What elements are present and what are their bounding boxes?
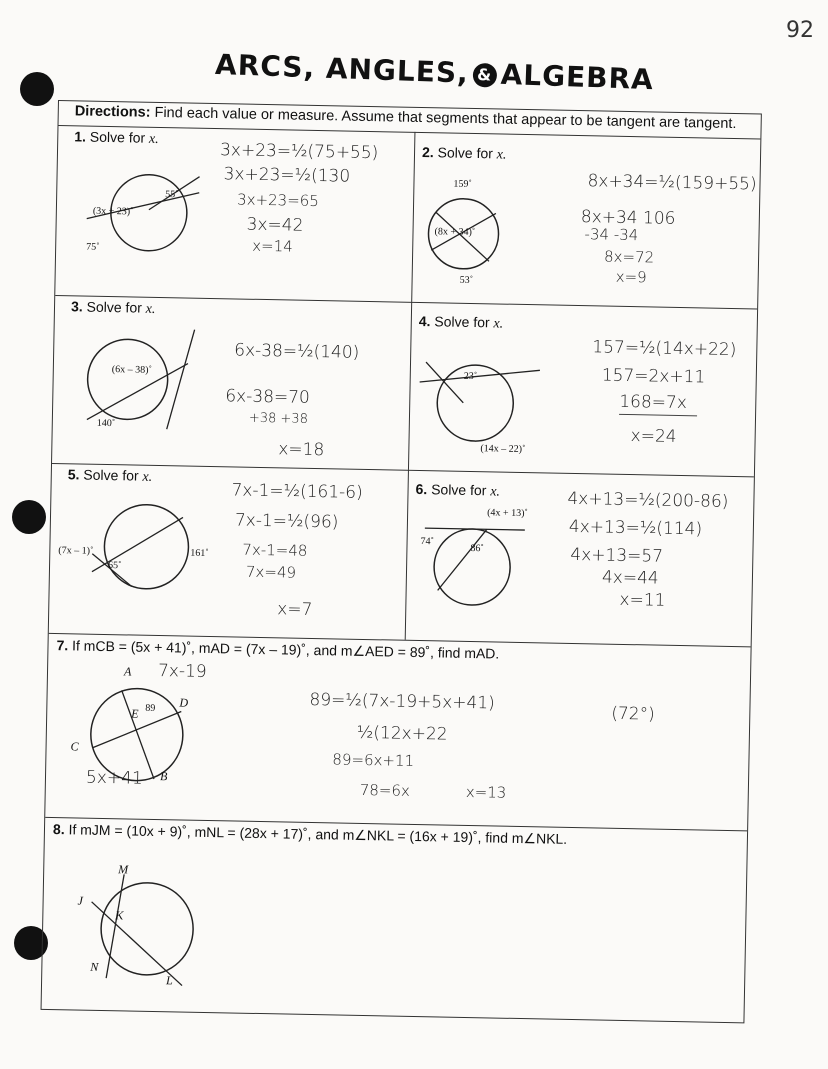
problem-1-label-arc-75: 75˚ (86, 241, 100, 253)
problem-3-work-1: 6x-38=½(140) (234, 340, 360, 363)
problem-7-work-3: ½(12x+22 (356, 722, 448, 745)
problem-1-work-5: x=14 (252, 236, 293, 256)
problem-2-work-2: 8x+34 106 (580, 207, 676, 229)
problem-6-work-4: 4x=44 (601, 567, 659, 589)
problem-8-label-M: M (118, 862, 129, 877)
title-part-1: ARCS, ANGLES, (214, 47, 470, 90)
problem-6-label-arc-86: 86˚ (470, 543, 484, 555)
problem-4-work-1: 157=½(14x+22) (592, 337, 737, 361)
problem-3-prompt: 3. Solve for x. (70, 298, 156, 317)
problem-7-label-B: B (159, 769, 168, 784)
page-title (214, 47, 655, 97)
problem-7-work-2: 89=½(7x-19+5x+41) (309, 689, 495, 714)
problem-7-work-answer: (72°) (611, 703, 655, 725)
problem-1-prompt: 1. Solve for x. (74, 128, 159, 147)
problem-8-label-J: J (77, 893, 84, 908)
problem-5-prompt: 5. Solve for x. (67, 466, 153, 485)
divider-row-1 (55, 295, 757, 309)
problem-7-work-cb: 5x+41 (85, 767, 143, 789)
problem-7-work-1: 7x-19 (157, 661, 207, 682)
problem-7-label-A: A (123, 664, 132, 679)
problem-8-diagram (82, 868, 204, 990)
problem-2-prompt: 2. Solve for x. (421, 144, 507, 163)
problem-3-label-angle: (6x – 38)˚ (111, 364, 152, 376)
problem-4-label-arc: (14x – 22)˚ (480, 443, 526, 456)
problem-6-diagram (419, 508, 531, 610)
problem-3-label-arc-140: 140˚ (96, 417, 116, 430)
binder-hole-top (20, 72, 54, 106)
problem-6-work-3: 4x+13=57 (570, 544, 664, 567)
problem-1-work-4: 3x=42 (246, 214, 304, 236)
directions-label: Directions: (74, 103, 151, 121)
problem-1-label-arc-55: 55˚ (165, 189, 179, 201)
problem-2-work-4: 8x=72 (603, 247, 655, 267)
divider-col-3 (405, 470, 409, 640)
problem-2-work-1: 8x+34=½(159+55) (587, 171, 757, 195)
divider-row-2 (52, 463, 754, 477)
problem-7-prompt: 7. If mCB = (5x + 41)˚, mAD = (7x – 19)˚, and m∠AED = 89˚, find mAD. (56, 637, 500, 662)
problem-7-work-4: 89=6x+11 (332, 750, 415, 770)
problem-5-diagram (86, 494, 198, 596)
problem-1-label-angle: (3x + 23)˚ (92, 205, 134, 218)
problem-6-work-5: x=11 (619, 589, 666, 611)
problem-2-label-arc-53: 53˚ (459, 274, 474, 286)
divider-col-1 (411, 132, 415, 302)
problem-2-work-5: x=9 (615, 267, 647, 287)
problem-7-label-C: C (70, 739, 79, 754)
problem-2-work-3: -34 -34 (584, 225, 639, 245)
problem-4-label-angle-23: 23˚ (463, 370, 478, 383)
problem-7-work-6: x=13 (465, 782, 507, 802)
problem-7-label-D: D (179, 695, 189, 710)
problem-1-work-1: 3x+23=½(75+55) (219, 140, 379, 164)
problem-5-label-arc-65: 65˚ (107, 560, 122, 572)
problem-6-work-1: 4x+13=½(200-86) (567, 488, 729, 512)
problem-3-work-3: +38 +38 (248, 410, 309, 427)
ampersand-badge: & (472, 63, 497, 88)
problem-5-work-3: 7x-1=48 (242, 540, 308, 560)
problem-4-work-3: 168=7x (619, 392, 697, 416)
binder-hole-middle (12, 500, 46, 534)
problem-3-work-4: x=18 (278, 439, 325, 461)
problem-5-work-2: 7x-1=½(96) (234, 510, 339, 533)
problem-5-work-1: 7x-1=½(161-6) (231, 480, 363, 503)
problem-5-work-4: 7x=49 (245, 562, 297, 582)
page-number: 92 (786, 18, 814, 43)
problem-8-label-L: L (165, 973, 173, 988)
title-part-2: ALGEBRA (500, 57, 655, 97)
problem-6-label-arc-74: 74˚ (420, 536, 435, 548)
problem-7-label-E: E (131, 706, 139, 721)
problem-7-work-5: 78=6x (359, 780, 411, 800)
problem-4-work-4: x=24 (630, 426, 677, 447)
problem-5-label-angle: (7x – 1)˚ (58, 545, 94, 557)
problem-8-label-N: N (90, 959, 99, 974)
problem-4-prompt: 4. Solve for x. (418, 312, 504, 332)
problem-6-label-angle: (4x + 13)˚ (487, 507, 528, 520)
problem-6-prompt: 6. Solve for x. (415, 480, 501, 500)
problem-1-work-3: 3x+23=65 (236, 190, 320, 211)
problem-3-work-2: 6x-38=70 (225, 386, 311, 408)
problem-4-diagram (418, 344, 540, 446)
problem-7-label-89: 89 (145, 702, 156, 714)
problem-6-work-2: 4x+13=½(114) (568, 516, 703, 540)
divider-col-2 (408, 302, 412, 470)
problem-5-label-arc-161: 161˚ (190, 547, 209, 559)
problem-2-label-angle: (8x + 34)˚ (434, 226, 476, 239)
problem-4-work-2: 157=2x+11 (601, 365, 706, 388)
problem-1-work-2: 3x+23=½(130 (223, 164, 351, 187)
problem-5-work-5: x=7 (277, 599, 313, 620)
directions-text: Find each value or measure. Assume that segments that appear to be tangent are tangent. (154, 104, 737, 133)
problem-8-label-K: K (115, 908, 124, 923)
problem-2-label-arc-159: 159˚ (453, 178, 472, 190)
worksheet (41, 100, 762, 1023)
problem-8-prompt: 8. If mJM = (10x + 9)˚, mNL = (28x + 17)˚, and m∠NKL = (16x + 19)˚, find m∠NKL. (52, 821, 568, 847)
